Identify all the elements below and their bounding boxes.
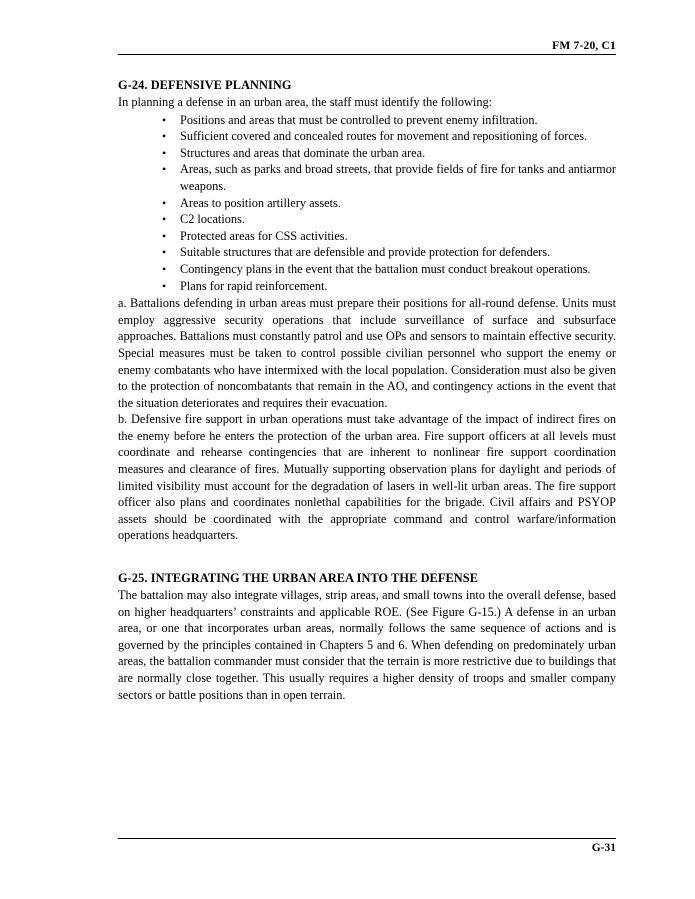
page-content <box>118 78 616 703</box>
bullet-list-g-24 <box>118 112 616 295</box>
paragraph-g-24-a: a. Battalions defending in urban areas must prepare their positions for all-round defense. Units must employ aggressive security operations that include surveillance of surface and subsurface approaches. Battalions must constantly patrol and use OPs and sensors to maintain effective security. Special measures must be taken to control possible civilian personnel who support the enemy or enemy combatants who have intermixed with the local population. Consideration must also be given to the protection of noncombatants that remain in the AO, and contingency actions in the event that the situation deteriorates and requires their evacuation. <box>118 296 616 410</box>
bullet-icon: • <box>162 129 167 144</box>
header-divider <box>118 54 616 55</box>
bullet-icon: • <box>162 145 167 160</box>
page-footer <box>118 838 616 854</box>
section-intro-g-24: In planning a defense in an urban area, the staff must identify the following: <box>118 95 493 109</box>
paragraph-g-25: The battalion may also integrate villages, strip areas, and small towns into the overall defense, based on higher headquarters’ constraints and applicable ROE. (See Figure G-15.) A defense in an urban area, or one that incorporates urban areas, normally follows the same sequence of actions and is governed by the principles contained in Chapters 5 and 6. When defending on predominately urban areas, the battalion commander must consider that the terrain is more restrictive due to buildings that are normally close together. This usually requires a higher density of troops and smaller company sectors or battle positions than in open terrain. <box>118 588 616 702</box>
section-title-g-25: G-25. INTEGRATING THE URBAN AREA INTO THE DEFENSE <box>118 571 478 586</box>
bullet-icon: • <box>162 162 167 177</box>
list-item <box>118 211 616 228</box>
list-item <box>118 145 616 162</box>
list-item-text: Areas, such as parks and broad streets, that provide fields of fire for tanks and antiarmor weapons. <box>180 162 616 193</box>
list-item-text: Areas to position artillery assets. <box>180 195 341 210</box>
bullet-icon: • <box>162 212 167 227</box>
list-item-text: Sufficient covered and concealed routes for movement and repositioning of forces. <box>180 129 588 144</box>
bullet-icon: • <box>162 228 167 243</box>
list-item-text: Positions and areas that must be controlled to prevent enemy infiltration. <box>180 112 538 127</box>
page-number: G-31 <box>591 842 616 854</box>
bullet-icon: • <box>162 112 167 127</box>
list-item-text: Suitable structures that are defensible and provide protection for defenders. <box>180 245 551 260</box>
list-item <box>118 112 616 129</box>
list-item-text: Structures and areas that dominate the urban area. <box>180 145 426 160</box>
list-item <box>118 161 616 194</box>
header-manual-label: FM 7-20, C1 <box>552 40 616 52</box>
list-item <box>118 228 616 245</box>
list-item <box>118 261 616 278</box>
bullet-icon: • <box>162 278 167 293</box>
list-item <box>118 195 616 212</box>
list-item-text: C2 locations. <box>180 212 245 227</box>
list-item-text: Plans for rapid reinforcement. <box>180 278 328 293</box>
list-item-text: Contingency plans in the event that the battalion must conduct breakout operations. <box>180 261 591 276</box>
list-item-text: Protected areas for CSS activities. <box>180 228 348 243</box>
bullet-icon: • <box>162 245 167 260</box>
section-title-g-24: G-24. DEFENSIVE PLANNING <box>118 78 292 92</box>
list-item <box>118 244 616 261</box>
bullet-icon: • <box>162 261 167 276</box>
page-header <box>118 40 616 55</box>
bullet-icon: • <box>162 195 167 210</box>
list-item <box>118 278 616 295</box>
paragraph-g-24-b: b. Defensive fire support in urban operations must take advantage of the impact of indirect fires on the enemy before he enters the protection of the urban area. Fire support officers at all levels must coordinate and rehearse contingencies that are inherent to nonlinear fire support coordination measures and clearance of fires. Mutually supporting observation plans for daylight and periods of limited visibility must account for the degradation of lasers in well-lit urban areas. The fire support officer also plans and coordinates nonlethal capabilities for the brigade. Civil affairs and PSYOP assets should be coordinated with the appropriate command and control warfare/information operations headquarters. <box>118 412 616 543</box>
list-item <box>118 128 616 145</box>
